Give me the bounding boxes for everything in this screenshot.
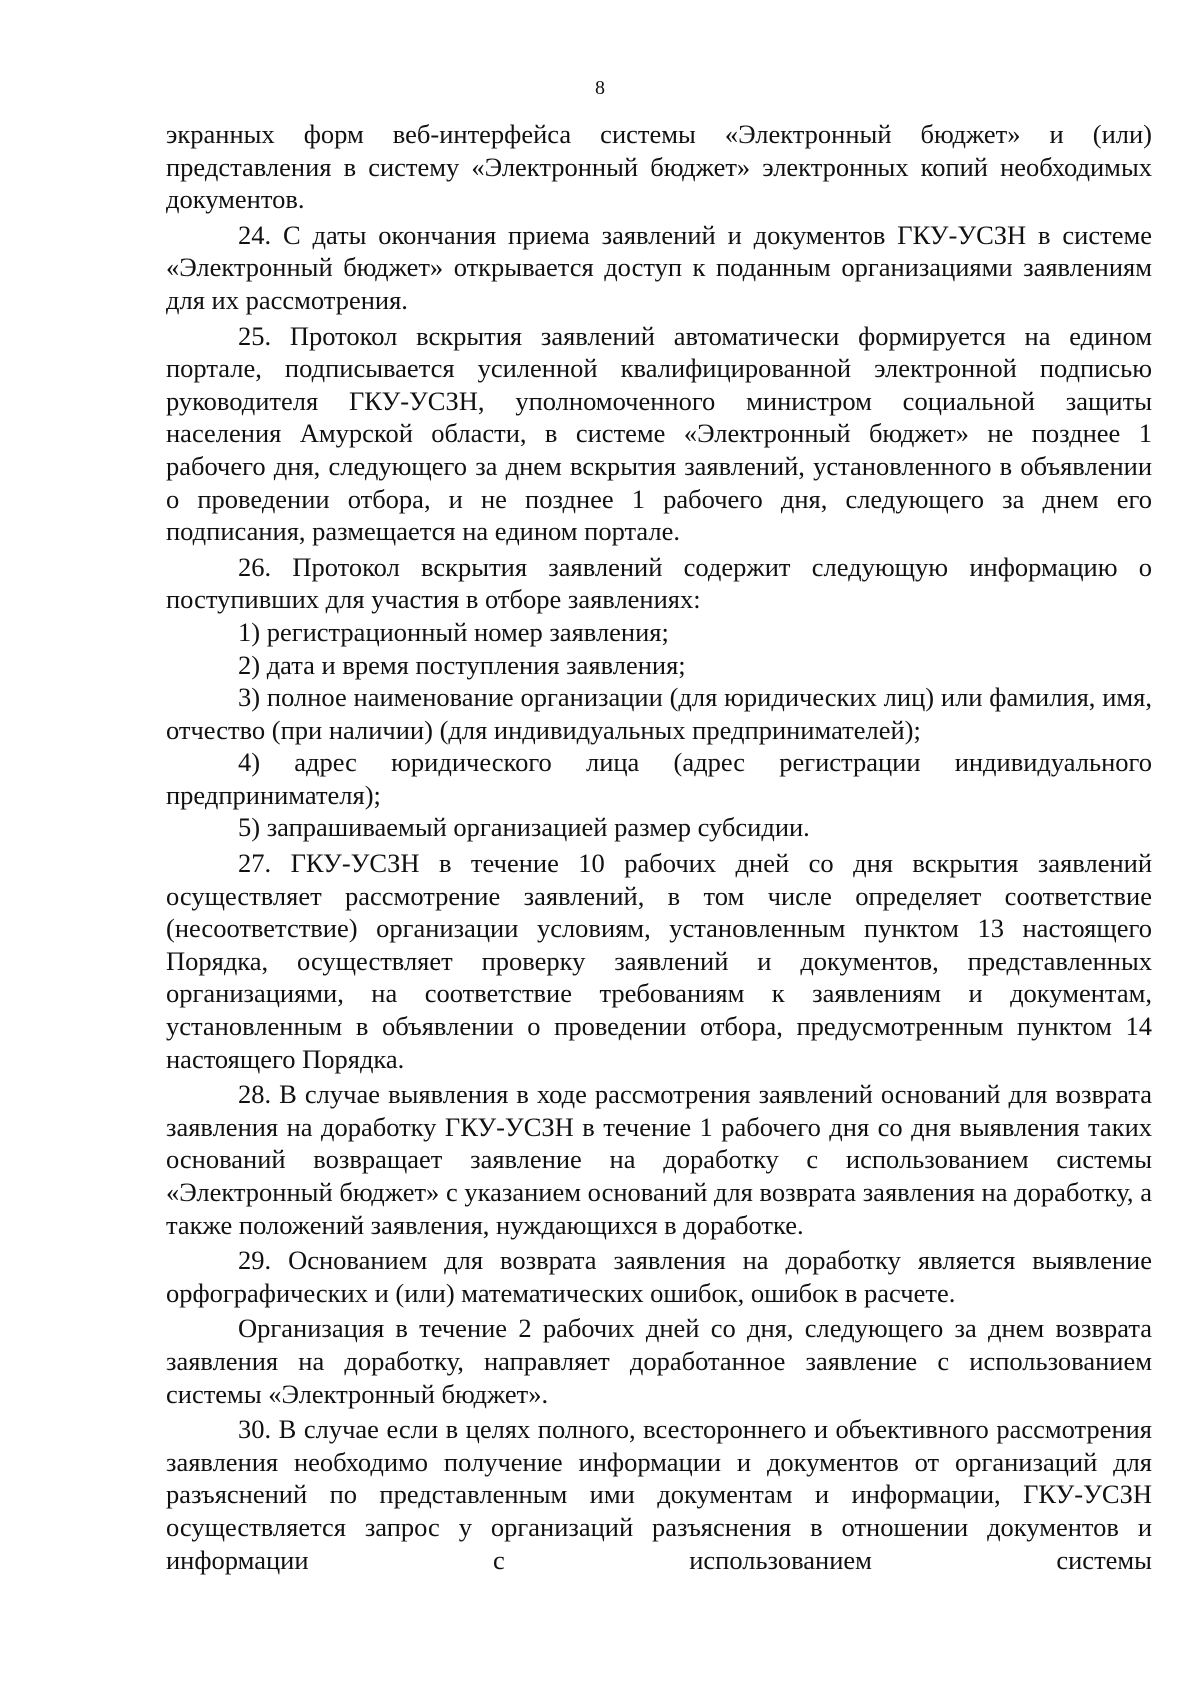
list-item: 1) регистрационный номер заявления; xyxy=(238,616,669,647)
paragraph: 29. Основанием для возврата заявления на доработку является выявление орфографических и (или) математических ошибок, ошибок в расчете. xyxy=(166,1245,1152,1308)
list-item: 5) запрашиваемый организацией размер субсидии. xyxy=(238,812,810,843)
paragraph: экранных форм веб-интерфейса системы «Электронный бюджет» и (или) представления в систему «Электронный бюджет» электронных копий необходимых документов. xyxy=(166,119,1152,215)
paragraph: 27. ГКУ-УСЗН в течение 10 рабочих дней со дня вскрытия заявлений осуществляет рассмотрение заявлений, в том числе определяет соответствие (несоответствие) организации условиям, установленным пунктом 13 настоящего Порядка, осуществляет проверку заявлений и документов, представленных организациями, на соответствие требованиям к заявлениям и документам, установленным в объявлении о проведении отбора, предусмотренным пунктом 14 настоящего Порядка. xyxy=(166,848,1152,1074)
paragraph: 25. Протокол вскрытия заявлений автоматически формируется на едином портале, подписывается усиленной квалифицированной электронной подписью руководителя ГКУ-УСЗН, уполномоченного министром социальной защиты населения Амурской области, в системе «Электронный бюджет» не позднее 1 рабочего дня, следующего за днем вскрытия заявлений, установленного в объявлении о проведении отбора, и не позднее 1 рабочего дня, следующего за днем его подписания, размещается на едином портале. xyxy=(166,320,1152,547)
paragraph: 30. В случае если в целях полного, всестороннего и объективного рассмотрения заявления необходимо получение информации и документов от организаций для разъяснений по представленным ими документам и информации, ГКУ-УСЗН осуществляется запрос у организаций разъяснения в отношении документов и информации с использованием системы xyxy=(166,1414,1152,1575)
paragraph: 28. В случае выявления в ходе рассмотрения заявлений оснований для возврата заявления на доработку ГКУ-УСЗН в течение 1 рабочего дня со дня выявления таких оснований возвращает заявление на доработку с использованием системы «Электронный бюджет» с указанием оснований для возврата заявления на доработку, а также положений заявления, нуждающихся в доработке. xyxy=(166,1079,1152,1240)
paragraph: 24. С даты окончания приема заявлений и документов ГКУ-УСЗН в системе «Электронный бюджет» открывается доступ к поданным организациями заявлениям для их рассмотрения. xyxy=(166,219,1152,315)
paragraph: Организация в течение 2 рабочих дней со дня, следующего за днем возврата заявления на доработку, направляет доработанное заявление с использованием системы «Электронный бюджет». xyxy=(166,1313,1152,1409)
list-item: 3) полное наименование организации (для юридических лиц) или фамилия, имя, отчество (при наличии) (для индивидуальных предпринимателей); xyxy=(166,682,1152,745)
page-number: 8 xyxy=(595,77,605,99)
list-item: 4) адрес юридического лица (адрес регистрации индивидуального предпринимателя); xyxy=(166,747,1152,810)
list-item: 2) дата и время поступления заявления; xyxy=(238,649,686,680)
paragraph: 26. Протокол вскрытия заявлений содержит следующую информацию о поступивших для участия в отборе заявлениях: xyxy=(166,551,1152,615)
document-body xyxy=(166,118,1152,1576)
